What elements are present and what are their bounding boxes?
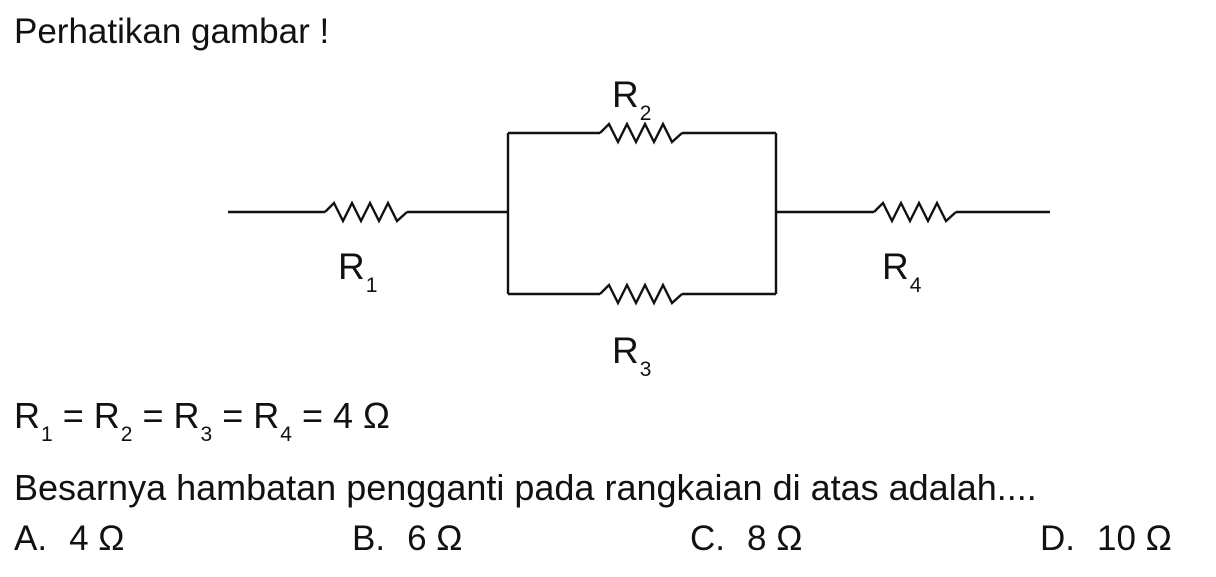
option-c[interactable]: C. 8 Ω xyxy=(690,519,803,558)
resistor-label-r4: $R_4$ xyxy=(882,246,922,297)
resistor-r2 xyxy=(600,124,682,142)
option-d[interactable]: D. 10 Ω xyxy=(1040,519,1172,558)
question-prompt: Besarnya hambatan pengganti pada rangkaian di atas adalah.... xyxy=(14,467,1037,508)
option-b[interactable]: B. 6 Ω xyxy=(352,519,463,558)
resistor-label-r2: $R_2$ xyxy=(612,74,652,125)
option-a[interactable]: A. 4 Ω xyxy=(14,519,125,558)
instruction-text: Perhatikan gambar ! xyxy=(14,12,330,51)
resistor-r4 xyxy=(874,203,956,221)
given-equation: $R_1 = R_2 = R_3 = R_4 = 4$ Ω xyxy=(14,395,390,446)
resistor-label-r1: $R_1$ xyxy=(338,246,378,297)
resistor-label-r3: $R_3$ xyxy=(612,330,652,381)
resistor-r1 xyxy=(325,203,407,221)
resistor-r3 xyxy=(600,285,682,303)
